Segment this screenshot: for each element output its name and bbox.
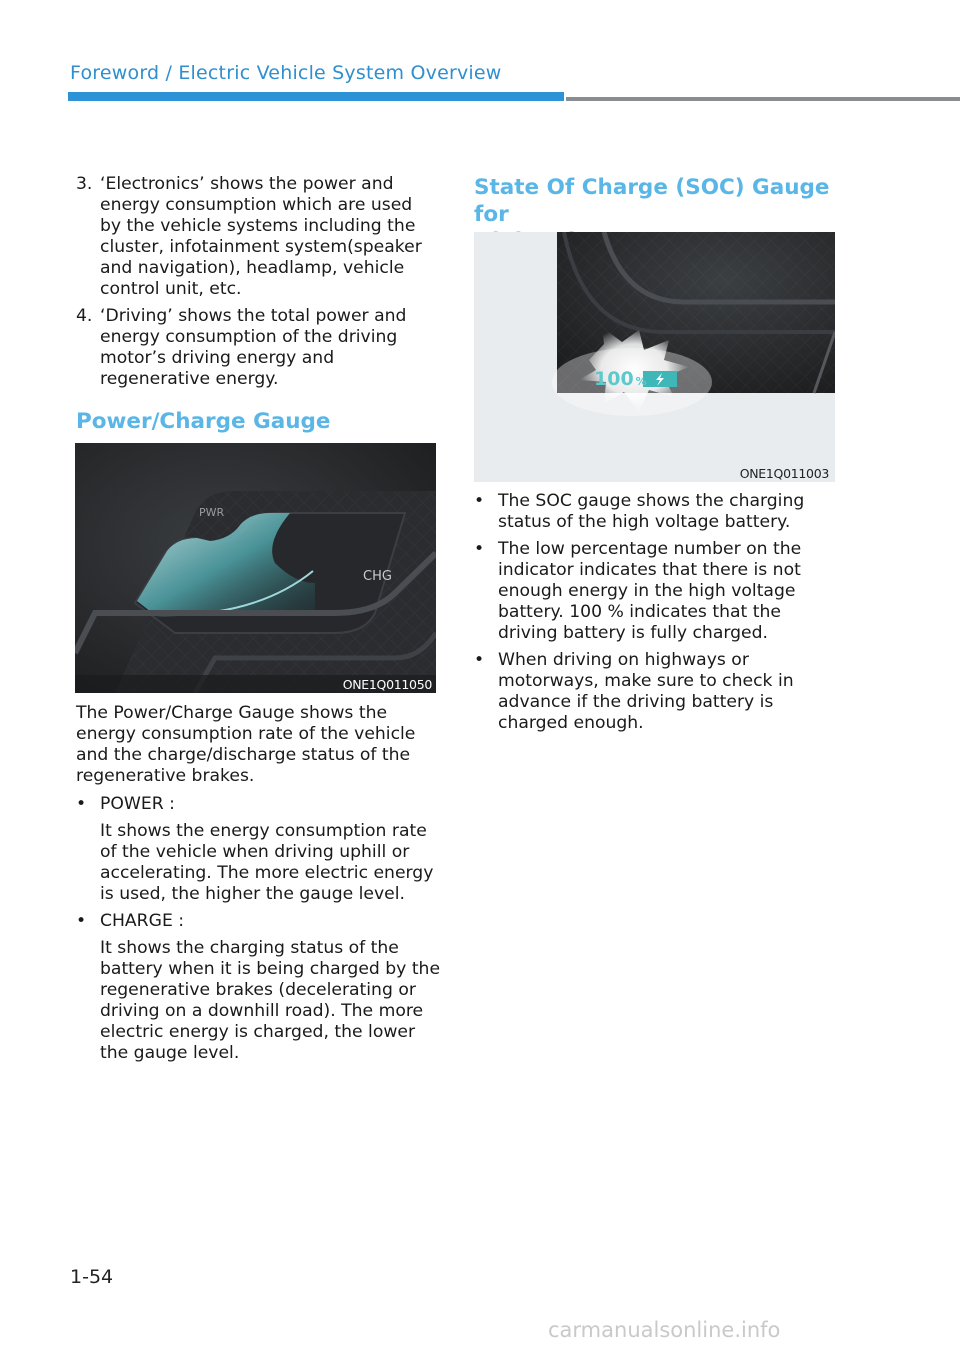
- soc-percent-number: 100: [594, 368, 634, 390]
- bullet-soc-1: [474, 491, 844, 533]
- figure-code: ONE1Q011050: [342, 677, 432, 692]
- power-charge-gauge-figure: [75, 443, 436, 693]
- chg-label: CHG: [363, 569, 392, 584]
- bullet-title: POWER :: [100, 794, 175, 814]
- bullet-text: The low percentage number on the indicator indicates that there is not enough energy in the high voltage battery. 100 % indicates that the driving battery is fully charged.: [498, 539, 802, 643]
- soc-percent-value: [594, 368, 647, 390]
- bullet-soc-2: [474, 539, 844, 644]
- bullet-text: It shows the energy consumption rate of the vehicle when driving uphill or accelerating. The more electric energy is used, the higher the gauge level.: [100, 821, 434, 904]
- item-text: ‘Driving’ shows the total power and energy consumption of the driving motor’s driving energy and regenerative energy.: [100, 306, 407, 389]
- soc-gauge-illustration: [474, 232, 835, 482]
- figure-code: ONE1Q011003: [739, 466, 829, 481]
- soc-percent-sign: %: [635, 375, 647, 388]
- bullet-dot: •: [76, 794, 87, 814]
- bullet-dot: •: [76, 911, 87, 931]
- bullet-dot: •: [474, 539, 485, 559]
- numbered-item-3: [76, 174, 436, 300]
- bullet-dot: •: [474, 491, 485, 511]
- pwr-label: PWR: [199, 506, 225, 519]
- power-charge-gauge-illustration: [75, 443, 436, 693]
- bullet-soc-3: [474, 650, 844, 734]
- bullet-title: CHARGE :: [100, 911, 185, 931]
- bullet-text: The SOC gauge shows the charging status of the high voltage battery.: [498, 491, 805, 532]
- bullet-text: When driving on highways or motorways, make sure to check in advance if the driving battery is charged enough.: [498, 650, 794, 733]
- header-rule-blue: [68, 92, 564, 101]
- bullet-charge: [76, 911, 446, 1064]
- bullet-dot: •: [474, 650, 485, 670]
- bullet-text: It shows the charging status of the battery when it is being charged by the regenerative brakes (decelerating or driving on a downhill road). The more electric energy is charged, the lower the gauge level.: [100, 938, 441, 1063]
- numbered-item-4: [76, 306, 436, 390]
- bullet-power: [76, 794, 446, 905]
- watermark: carmanualsonline.info: [548, 1318, 781, 1342]
- power-charge-intro: The Power/Charge Gauge shows the energy consumption rate of the vehicle and the charge/discharge status of the regenerative brakes.: [76, 703, 416, 786]
- item-number: 3.: [76, 174, 93, 194]
- soc-gauge-figure: [474, 232, 835, 482]
- header-rule-gray: [566, 97, 960, 101]
- page-header-title: Foreword / Electric Vehicle System Overview: [70, 62, 502, 84]
- page-number: 1-54: [70, 1266, 114, 1288]
- item-number: 4.: [76, 306, 93, 326]
- section-heading-line1: State Of Charge (SOC) Gauge for: [474, 175, 830, 227]
- section-heading-power-charge: Power/Charge Gauge: [76, 409, 331, 434]
- item-text: ‘Electronics’ shows the power and energy consumption which are used by the vehicle systems including the cluster, infotainment system(speaker and navigation), headlamp, vehicle control unit, etc.: [100, 174, 422, 299]
